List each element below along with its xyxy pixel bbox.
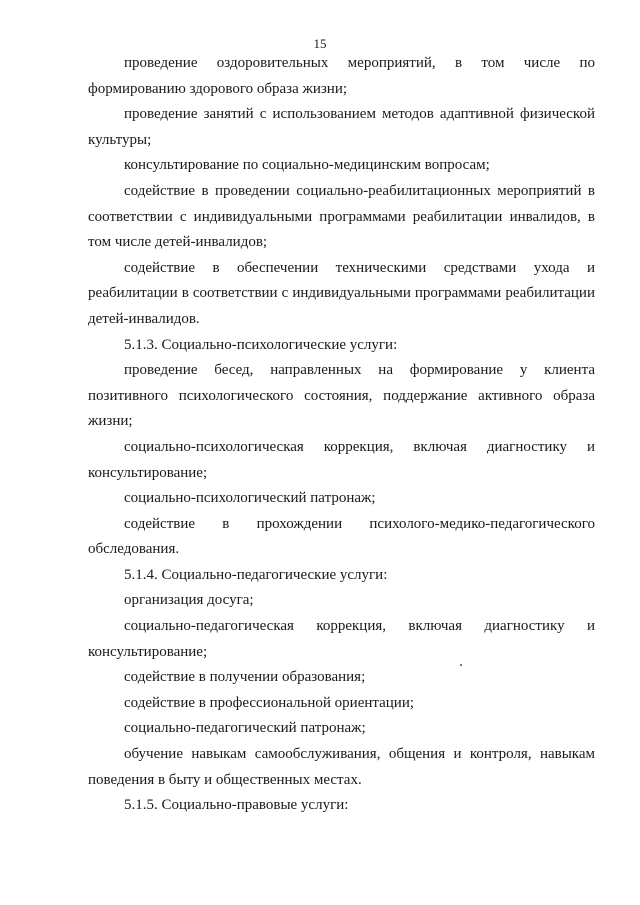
paragraph-rehab-assistance: содействие в проведении социально-реабилитационных мероприятий в соответствии с индивидуальными программами реабилитации инвалидов, в том числе детей-инвалидов; xyxy=(88,182,595,251)
paragraph-technical-aids: содействие в обеспечении техническими средствами ухода и реабилитации в соответствии с индивидуальными программами реабилитации детей-инвалидов. xyxy=(88,259,595,327)
paragraph-adaptive-pe: проведение занятий с использованием методов адаптивной физической культуры; xyxy=(88,106,595,148)
section-heading-5-1-3: 5.1.3. Социально-психологические услуги: xyxy=(124,336,398,353)
paragraph-career-guidance: содействие в профессиональной ориентации; xyxy=(124,694,415,711)
paragraph-ped-correction: социально-педагогическая коррекция, включая диагностику и консультирование; xyxy=(88,618,595,660)
paragraph-ped-patronage: социально-педагогический патронаж; xyxy=(124,720,366,737)
document-body xyxy=(88,51,595,819)
paragraph-conversations: проведение бесед, направленных на формирование у клиента позитивного психологического состояния, поддержание активного образа жизни; xyxy=(88,362,595,430)
paragraph-psych-correction: социально-психологическая коррекция, включая диагностику и консультирование; xyxy=(88,438,595,481)
page-number: 15 xyxy=(313,36,327,51)
paragraph-medical-consulting: консультирование по социально-медицинским вопросам; xyxy=(124,157,490,174)
paragraph-pmpk-examination: содействие в прохождении психолого-медико-педагогического обследования. xyxy=(88,515,595,558)
scan-speck xyxy=(460,664,462,666)
section-heading-5-1-4: 5.1.4. Социально-педагогические услуги: xyxy=(124,566,388,583)
paragraph-self-care-training: обучение навыкам самообслуживания, общения и контроля, навыкам поведения в быту и общественных местах. xyxy=(88,746,595,788)
section-heading-5-1-5: 5.1.5. Социально-правовые услуги: xyxy=(124,797,349,814)
paragraph-psych-patronage: социально-психологический патронаж; xyxy=(124,490,376,507)
paragraph-education-assistance: содействие в получении образования; xyxy=(124,669,366,686)
paragraph-leisure: организация досуга; xyxy=(124,592,254,609)
paragraph-health-activities: проведение оздоровительных мероприятий, в том числе по формированию здорового образа жизни; xyxy=(88,55,595,97)
